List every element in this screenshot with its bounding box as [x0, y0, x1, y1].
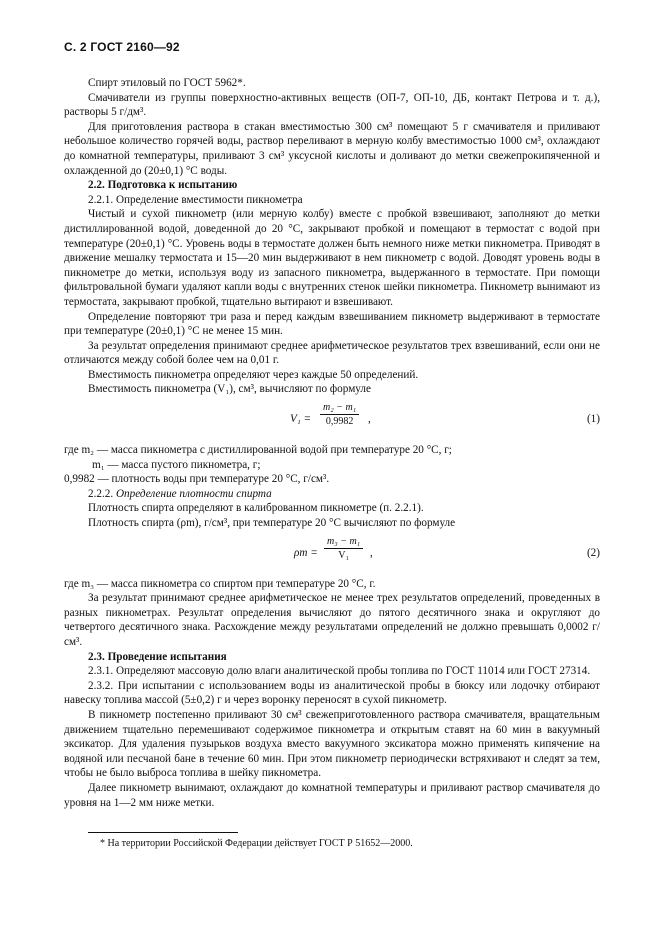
paragraph-capacity-frequency: Вместимость пикнометра определяют через каждые 50 определений. — [88, 368, 419, 381]
formula-2-lhs: ρm = — [294, 546, 318, 559]
formula-2 — [64, 535, 600, 573]
formula-2-fraction — [324, 535, 363, 562]
paragraph-solution-prep: Для приготовления раствора в стакан вместимостью 300 см³ помещают 5 г смачивателя и приливают небольшое количество горячей воды, раствор переливают в мерную колбу вместимостью 1000 см³, охлаждают до комнатной температуры, приливают 3 см³ уксусной кислоты и доливают до метки свежепрокипяченной и охлажденной до (20±0,1) °С воды. — [64, 120, 600, 177]
formula-1-denominator: 0,9982 — [325, 416, 354, 428]
paragraph-final-step: Далее пикнометр вынимают, охлаждают до комнатной температуры и приливают раствор смачивателя до уровня на 1—2 мм ниже метки. — [64, 781, 600, 809]
section-heading-2-3: 2.3. Проведение испытания — [88, 650, 227, 663]
subsection-2-2-2 — [64, 487, 600, 502]
paragraph-result: За результат определения принимают среднее арифметическое результатов трех взвешиваний, если они не отличаются между собой более чем на 0,01 г. — [64, 339, 600, 367]
paragraph-density-calibrated: Плотность спирта определяют в калиброванном пикнометре (п. 2.2.1). — [88, 502, 424, 515]
paragraph-capacity-formula-intro: Вместимость пикнометра (V₁), см³, вычисляют по формуле — [88, 383, 371, 396]
paragraph-surfactants: Смачиватели из группы поверхностно-активных веществ (ОП-7, ОП-10, ДБ, контакт Петрова и т. д.), растворы 5 г/дм³. — [64, 91, 600, 119]
paragraph-repeat: Определение повторяют три раза и перед каждым взвешиванием пикнометр выдерживают в термостате при температуре (20±0,1) °С не менее 15 мин. — [64, 310, 600, 338]
definition-water-density: 0,9982 — плотность воды при температуре 20 °С, г/см³. — [64, 473, 330, 486]
paragraph-2-3-2: 2.3.2. При испытании с использованием воды из аналитической пробы в бюксу или лодочку отбирают навеску топлива массой (5±0,2) г и через воронку переносят в сухой пикнометр. — [64, 679, 600, 707]
formula-2-comma: , — [370, 546, 373, 559]
paragraph-pycnometer-procedure: Чистый и сухой пикнометр (или мерную колбу) вместе с пробкой взвешивают, заполняют до метки дистиллированной водой, доведенной до 20 °С, закрывают пробкой и помещают в термостат с водой при температуре (20±0,1) °С. Уровень воды в термостате должен быть немного ниже метки пикнометра. Приводят в движение мешалку термостата и 15—20 мин выдерживают в нем пикнометр с водой. Доводят уровень воды в пикнометре до метки, используя воду из запасного пикнометра, выдержанного в термостате. При помощи фильтровальной бумаги удаляют капли воды с внутренних стенок шейки пикнометра. Пикнометр вынимают из термостата, закрывают пробкой, тщательно вытирают и взвешивают. — [64, 208, 600, 308]
definition-m3: где m₃ — масса пикнометра со спиртом при температуре 20 °С, г. — [64, 577, 376, 590]
document-body — [64, 76, 600, 850]
formula-1-lhs: V₁ = — [290, 413, 312, 426]
paragraph-density-formula-intro: Плотность спирта (ρm), г/см³, при температуре 20 °С вычисляют по формуле — [88, 517, 456, 530]
page-header: С. 2 ГОСТ 2160—92 — [64, 40, 180, 54]
formula-1-fraction — [320, 401, 359, 428]
formula-1-number: (1) — [586, 413, 600, 426]
formula-2-number: (2) — [586, 546, 600, 559]
formula-2-denominator: V₁ — [338, 549, 349, 561]
subsection-2-2-2-title: Определение плотности спирта — [115, 487, 272, 500]
formula-1-numerator: m₂ − m₁ — [320, 401, 359, 415]
formula-2-numerator: m₃ − m₁ — [324, 535, 363, 549]
subsection-2-2-2-number: 2.2.2. — [88, 487, 114, 500]
subsection-2-2-1: 2.2.1. Определение вместимости пикнометра — [88, 193, 303, 206]
paragraph-wetting-procedure: В пикнометр постепенно приливают 30 см³ свежеприготовленного раствора смачивателя, вращательным движением тщательно перемешивают содержимое пикнометра и открытым ставят на 60 мин в вакуумный эксикатор. Для удаления пузырьков воздуха вместо вакуумного эксикатора можно применять кипячение на водяной или песчаной бане в течение 60 мин. При этом пикнометр периодически встряхивают и следят за тем, чтобы не было выброса топлива в шейку пикнометра. — [64, 708, 600, 780]
paragraph-density-result: За результат принимают среднее арифметическое не менее трех результатов определений, проведенных в разных пикнометрах. Результат определения вычисляют до пятого десятичного знака и округляют до четвертого десятичного знака. Расхождение между результатами определений не должно превышать 0,0002 г/см³. — [64, 592, 600, 648]
formula-1 — [64, 401, 600, 439]
paragraph-2-3-1: 2.3.1. Определяют массовую долю влаги аналитической пробы топлива по ГОСТ 11014 или ГОСТ 27314. — [88, 665, 591, 678]
definition-m2: где m₂ — масса пикнометра с дистиллированной водой при температуре 20 °С, г; — [64, 444, 452, 457]
definition-m1: m₁ — масса пустого пикнометра, г; — [92, 458, 261, 471]
section-heading-2-2: 2.2. Подготовка к испытанию — [88, 179, 238, 192]
paragraph-ethanol: Спирт этиловый по ГОСТ 5962*. — [88, 77, 246, 89]
footnote: * На территории Российской Федерации действует ГОСТ Р 51652—2000. — [100, 838, 413, 850]
footnote-divider — [88, 832, 238, 833]
formula-1-comma: , — [368, 413, 371, 426]
